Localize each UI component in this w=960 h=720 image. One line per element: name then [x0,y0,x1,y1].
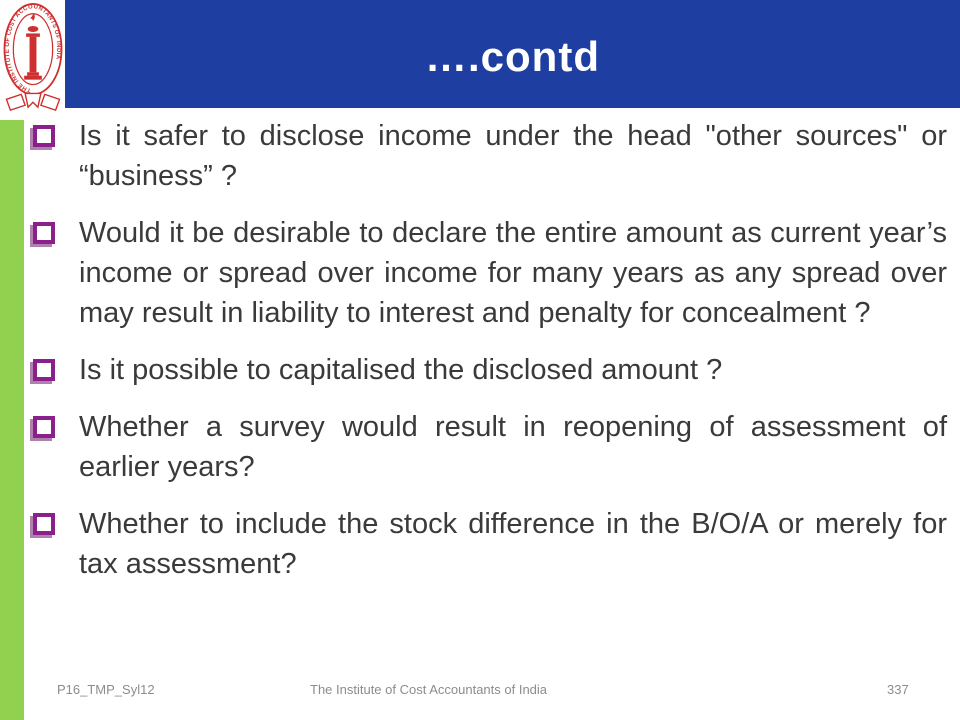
square-bullet-icon [33,125,55,147]
bullet-text: Is it possible to capitalised the disclosed amount ? [79,354,723,386]
title-bar [65,0,960,108]
footer-doc-code: P16_TMP_Syl12 [57,682,155,697]
bullet-list [33,116,947,601]
bullet-text: Whether to include the stock difference in the B/O/A or merely for tax assessment? [79,508,947,580]
bullet-item [33,350,947,390]
bullet-text: Is it safer to disclose income under the head "other sources" or “business” ? [79,120,947,192]
left-accent-bar [0,120,24,720]
bullet-item [33,116,947,196]
footer-page-number: 337 [887,682,909,697]
square-bullet-icon [33,222,55,244]
square-bullet-icon [33,513,55,535]
square-bullet-icon [33,359,55,381]
institute-logo [0,0,65,118]
bullet-item [33,504,947,584]
bullet-item [33,407,947,487]
footer-institute-name: The Institute of Cost Accountants of India [310,682,548,697]
bullet-text: Would it be desirable to declare the entire amount as current year’s income or spread over income for many years as any spread over may result in liability to interest and penalty for concealment ? [79,217,947,329]
square-bullet-icon [33,416,55,438]
institute-seal-icon [1,0,65,118]
seal-ring-text: THE INSTITUTE OF COST ACCOUNTANTS OF INDIA [4,4,61,93]
slide-title: ….contd [425,33,600,80]
bullet-text: Whether a survey would result in reopening of assessment of earlier years? [79,411,947,483]
bullet-item [33,213,947,333]
